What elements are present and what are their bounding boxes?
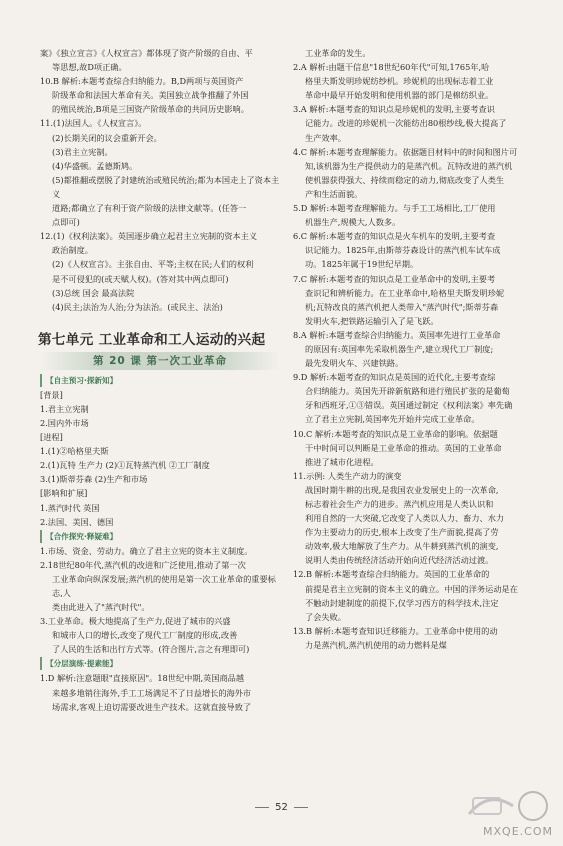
answer-line: 格里夫斯发明珍妮纺纱机。珍妮机的出现标志着工业 — [305, 76, 494, 87]
answer-line: 立了君主立宪制,英国率先开始并完成工业革命。 — [305, 414, 480, 425]
answer-line: 使机器获得强大、持续而稳定的动力,彻底改变了人类生 — [305, 174, 505, 185]
answer-line: [背景] — [40, 389, 63, 400]
answer-line: 4.C 解析:本题考查理解能力。依据题目材料中的时间和图片可 — [293, 146, 518, 157]
answer-line: 和城市人口的增长,改变了现代工厂制度的形成,改善 — [52, 630, 238, 641]
answer-line: 政治制度。 — [52, 245, 93, 256]
unit-title: 第七单元 工业革命和工人运动的兴起 — [38, 331, 266, 348]
answer-line: 的原因有:英国率先采取机器生产,建立现代工厂制度; — [305, 343, 494, 354]
answer-line: (3)总统 国会 最高法院 — [52, 287, 135, 298]
answer-line: 场需求,客观上迫切需要改进生产技术。这就直接导致了 — [52, 701, 252, 712]
answer-line: 机;瓦特改良的蒸汽机把人类带入"蒸汽时代";斯蒂芬森 — [305, 301, 499, 312]
answer-line: 2.国内外市场 — [40, 417, 89, 428]
answer-line: 说明人类由传统经济活动开始向近代经济活动过渡。 — [305, 555, 494, 566]
answer-line: 作为主要动力的历史,根本上改变了生产面貌,提高了劳 — [305, 527, 499, 538]
answer-line: 13.B 解析:本题考查知识迁移能力。工业革命中使用的动 — [293, 625, 498, 636]
answer-line: 点即可) — [52, 217, 80, 228]
answer-line: 产和生活面貌。 — [305, 188, 363, 199]
answer-line: 8.A 解析:本题考查综合归纳能力。英国率先进行工业革命 — [293, 329, 501, 340]
answer-line: 12.B 解析:本题考查综合归纳能力。英国的工业革命的 — [293, 569, 490, 580]
answer-line: 干中时间可以判断是工业革命的推动。英国的工业革命 — [305, 442, 502, 453]
answer-line: 9.D 解析:本题考查的知识点是英国的近代化,主要考查综 — [293, 372, 496, 383]
section-heading: 【合作探究·释疑难】 — [40, 530, 280, 543]
answer-line: [进程] — [40, 432, 63, 443]
dash-right-icon — [294, 807, 308, 808]
answer-line: 5.D 解析:本题考查理解能力。与手工工场相比,工厂使用 — [293, 203, 496, 214]
answer-line: 6.C 解析:本题考查的知识点是火车机车的发明,主要考查 — [293, 231, 496, 242]
answer-line: 1.君主立宪制 — [40, 403, 89, 414]
answer-line: 是不可侵犯的(或天赋人权)。(答对其中两点即可) — [52, 273, 229, 284]
answer-line: 2.(1)瓦特 生产力 (2)①瓦特蒸汽机 ②工厂制度 — [40, 460, 210, 471]
answer-line: 的殖民统治,B项是三国资产阶级革命的共同历史影响。 — [52, 104, 249, 115]
answer-line: 功。1825年属于19世纪早期。 — [305, 259, 419, 270]
answer-line: 10.B 解析:本题考查综合归纳能力。B,D两项与英国资产 — [40, 76, 244, 87]
answer-line: 1.D 解析:注意题眼"直接原因"。18世纪中期,英国商品越 — [40, 673, 245, 684]
answer-line: 3.工业革命。极大地提高了生产力,促进了城市的兴盛 — [40, 616, 231, 627]
answer-line: 10.C 解析:本题考查的知识点是工业革命的影响。依据题 — [293, 428, 498, 439]
answer-line: 不触动封建制度的前提下,仅学习西方的科学技术,注定 — [305, 597, 499, 608]
watermark-text: MXQE.COM — [483, 825, 553, 838]
answer-line: 3.(1)斯蒂芬森 (2)生产和市场 — [40, 474, 148, 485]
answer-line: 工业革命向纵深发展;蒸汽机的使用是第一次工业革命的重要标志,人 — [52, 573, 276, 598]
section-heading: 【分层演练·提素能】 — [40, 657, 280, 670]
answer-line: 最先发明火车、兴建铁路。 — [305, 358, 404, 369]
right-column — [293, 46, 533, 652]
answer-line: 动效率,极大地解放了生产力。从牛耕到蒸汽机的演变, — [305, 541, 499, 552]
left-column — [40, 46, 280, 714]
answer-line: 查识记和辨析能力。在工业革命中,哈格里夫斯发明珍妮 — [305, 287, 505, 298]
dash-left-icon — [255, 807, 269, 808]
answer-line: 1.蒸汽时代 英国 — [40, 502, 100, 513]
answer-line: 工业革命的发生。 — [305, 48, 371, 58]
answer-line: 1.市场、资金、劳动力。确立了君主立宪的资本主义制度。 — [40, 545, 253, 556]
answer-line: 道路;都确立了有利于资产阶级的法律文献等。(任答一 — [52, 203, 247, 214]
lesson-title: 第 20 课 第一次工业革命 — [40, 352, 280, 370]
answer-line: 了人民的生活和出行方式等。(符合图片,言之有理即可) — [52, 644, 250, 655]
answer-line: (4)民主;法治为人治;分为法治。(或民主、法治) — [52, 301, 223, 312]
answer-line: 标志着社会生产力的进步。蒸汽机应用是人类认识和 — [305, 499, 494, 509]
answer-line: 2.A 解析:由题干信息"18世纪60年代"可知,1765年,哈 — [293, 62, 490, 73]
answer-line: 识记能力。1825年,由斯蒂芬森设计的蒸汽机车试车成 — [305, 245, 501, 256]
answer-line: (2)《人权宣言》。主张自由、平等;主权在民;人们的权利 — [52, 259, 254, 270]
answer-line: 记能力。改进的珍妮机一次能纺出80根纱线,极大提高了 — [305, 118, 507, 129]
answer-line: (2)长期关闭的议会重新开会。 — [52, 132, 162, 143]
answer-line: 战国时期牛耕的出现,是我国农业发展史上的一次革命, — [305, 484, 499, 495]
answer-line: 合归纳能力。英国先开辟新航路和进行殖民扩张的是葡萄 — [305, 386, 510, 397]
answer-line: 前提是君主立宪制的资本主义的确立。中国的洋务运动是在 — [305, 583, 518, 594]
page-number-text: 52 — [275, 802, 288, 813]
answer-line: 案》《独立宣言》《人权宣言》都体现了资产阶级的自由、平 — [40, 48, 253, 58]
section-heading: 【自主预习·探新知】 — [40, 374, 280, 387]
answer-line: 等思想,故D项正确。 — [52, 62, 127, 73]
answer-line: 2.法国、美国、德国 — [40, 516, 114, 527]
answer-line: 阶级革命和法国大革命有关。美国独立战争推翻了外国 — [52, 90, 249, 101]
answer-line: [影响和扩展] — [40, 488, 88, 499]
answer-line: 11.示例: 人类生产动力的演变 — [293, 470, 402, 481]
answer-line: 了会失败。 — [305, 611, 346, 622]
answer-line: 2.18世纪80年代,蒸汽机的改进和广泛使用,推动了第一次 — [40, 559, 246, 570]
answer-line: 来越多地销往海外,手工工场满足不了日益增长的海外市 — [52, 687, 252, 698]
answer-line: 机器生产,规模大,人数多。 — [305, 217, 401, 228]
answer-line: 7.C 解析:本题考查的知识点是工业革命中的发明,主要考 — [293, 273, 496, 284]
answer-line: 3.A 解析:本题考查的知识点是珍妮机的发明,主要考查识 — [293, 104, 495, 115]
answer-line: 发明火车,把铁路运输引入了是飞跃。 — [305, 315, 439, 326]
answer-line: 1.(1)②哈格里夫斯 — [40, 446, 109, 457]
answer-line: 知,该机器为生产提供动力的是蒸汽机。瓦特改进的蒸汽机 — [305, 160, 513, 171]
answer-line: 牙和西班牙,①③错误。英国通过制定《权利法案》率先确 — [305, 400, 513, 411]
answer-line: 类由此进入了"蒸汽时代"。 — [52, 602, 150, 613]
answer-line: 12.(1)《权利法案》。英国逐步确立起君主立宪制的资本主义 — [40, 231, 258, 242]
answer-line: (3)君主立宪制。 — [52, 146, 113, 157]
answer-line: 力是蒸汽机,蒸汽机使用的动力燃料是煤 — [305, 639, 447, 650]
answer-line: 11.(1)法国人。《人权宣言》。 — [40, 118, 147, 129]
answer-line: 革命中最早开始发明和使用机器的部门是棉纺织业。 — [305, 90, 494, 101]
answer-line: (4)华盛顿。孟德斯鸠。 — [52, 160, 138, 171]
answer-line: (5)都推翻或摆脱了封建统治或殖民统治;都为本国走上了资本主义 — [52, 174, 280, 199]
answer-line: 推进了城市化进程。 — [305, 456, 379, 467]
answer-line: 生产效率。 — [305, 132, 346, 143]
answer-line: 利用自然的一大突破,它改变了人类以人力、畜力、水力 — [305, 513, 505, 524]
